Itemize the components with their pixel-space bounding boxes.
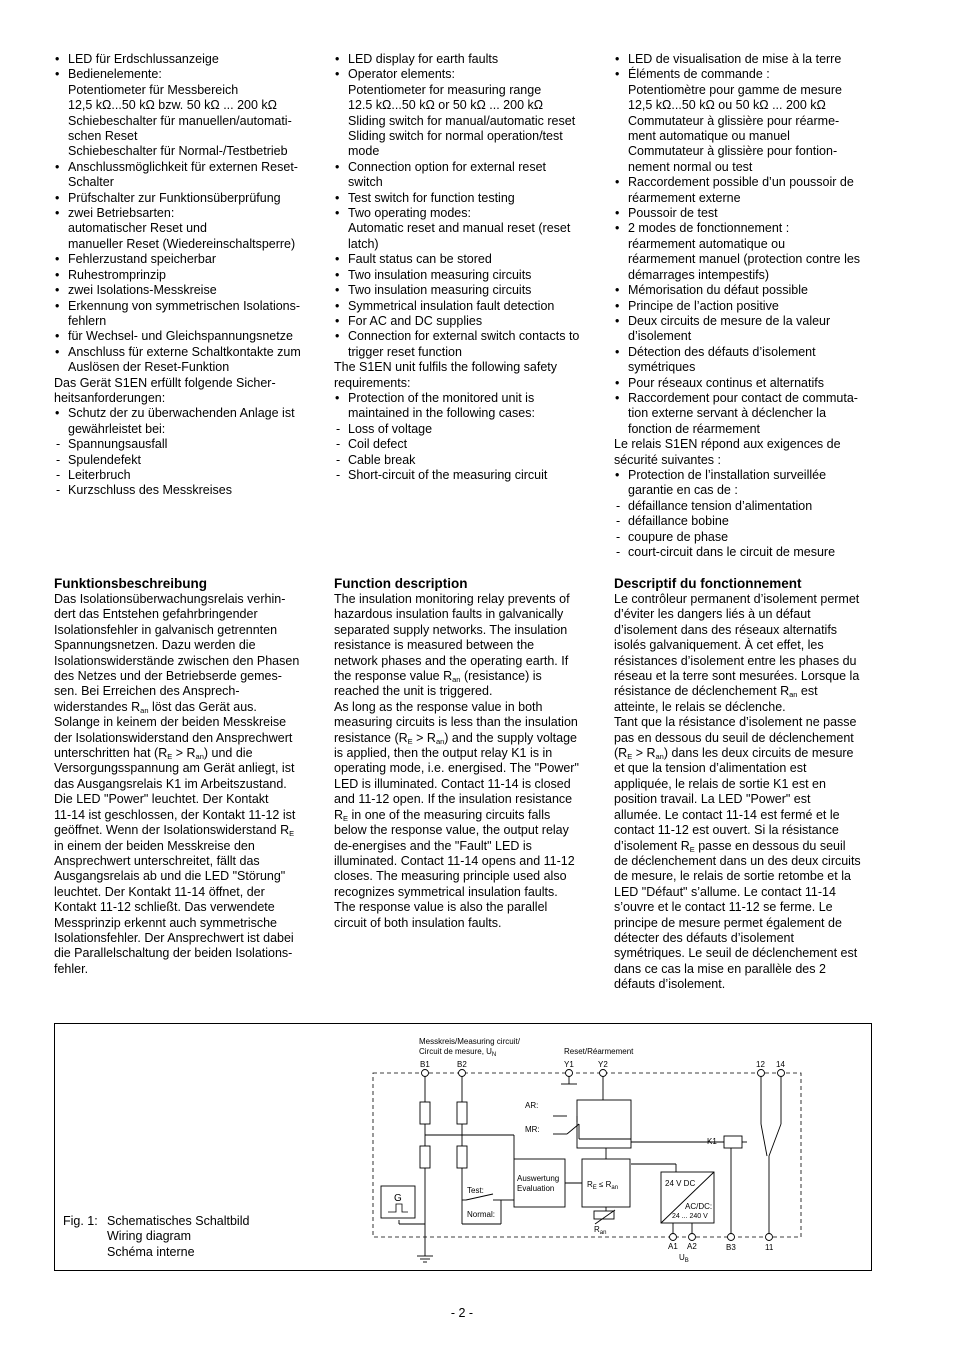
svg-text:Circuit de mesure, UN	[419, 1047, 496, 1058]
evaluation-label-1: Auswertung	[517, 1174, 560, 1183]
list-item-line: Sliding switch for normal operation/test	[348, 129, 563, 144]
terminal-y2-label: Y2	[598, 1060, 608, 1069]
list-item-line: • LED für Erdschlussanzeige	[68, 52, 219, 66]
terminal-a1-label: A1	[668, 1242, 678, 1251]
text-line: The S1EN unit fulfils the following safety	[334, 360, 558, 375]
list-item-line: • Éléments de commande :	[628, 67, 770, 82]
list-item-line: switch	[348, 175, 383, 190]
list-item-line: • Test switch for function testing	[348, 190, 515, 205]
safety-case-item: - Short-circuit of the measuring circuit	[334, 468, 596, 483]
evaluation-label-2: Evaluation	[517, 1184, 555, 1193]
list-item-line: • Erkennung von symmetrischen Isolations-	[68, 298, 301, 313]
list-item	[334, 283, 596, 298]
french-feature-list	[614, 52, 876, 437]
list-item	[614, 345, 876, 376]
english-safety-items	[334, 422, 596, 484]
safety-case-item: - court-circuit dans le circuit de mesure	[614, 545, 876, 560]
list-item	[614, 391, 876, 437]
german-feature-list	[54, 52, 316, 376]
list-item-line: fonction de réarmement	[628, 421, 761, 436]
list-item-line: 12.5 kΩ...50 kΩ or 50 kΩ ... 200 kΩ	[348, 98, 544, 113]
list-item-line: • Pour réseaux continus et alternatifs	[628, 375, 824, 390]
terminal-b1-label: B1	[420, 1060, 430, 1069]
list-item-line: Sliding switch for manual/automatic reset	[348, 113, 576, 128]
english-feature-list	[334, 52, 596, 360]
list-item-line: trigger reset function	[348, 344, 462, 359]
safety-case-item: - Spulendefekt	[54, 453, 316, 468]
list-item-line: • LED display for earth faults	[348, 52, 499, 66]
safety-case-item: - coupure de phase	[614, 530, 876, 545]
list-item-line: fehlern	[68, 313, 107, 328]
list-item-line: • Connection for external switch contacts to	[348, 329, 580, 344]
text-line: sécurité suivantes :	[614, 452, 721, 467]
list-item-line: Commutateur à glissière pour fontion-	[628, 144, 838, 159]
list-item-line: Automatic reset and manual reset (reset	[348, 221, 571, 236]
k1-label: K1	[707, 1137, 717, 1146]
text-line: maintained in the following cases:	[348, 406, 535, 421]
list-item	[614, 299, 876, 314]
text-line: • Protection of the monitored unit is	[348, 390, 535, 405]
list-item	[614, 221, 876, 283]
text-line: Le relais S1EN répond aux exigences de	[614, 437, 841, 452]
wiring-diagram	[55, 1024, 871, 1270]
safety-case-item: - Kurzschluss des Messkreises	[54, 483, 316, 498]
list-item-line: automatischer Reset und	[68, 221, 207, 236]
german-function-title: Funktionsbeschreibung	[54, 576, 208, 591]
list-item-line: Potentiomètre pour gamme de mesure	[628, 82, 842, 97]
text-line: • Protection de l’installation surveillée	[628, 467, 827, 482]
list-item-line: • Deux circuits de mesure de la valeur	[628, 313, 831, 328]
list-item-line: • Two insulation measuring circuits	[348, 267, 532, 282]
safety-case-item: - défaillance tension d’alimentation	[614, 499, 876, 514]
list-item-line: • Fehlerzustand speicherbar	[68, 252, 216, 267]
list-item-line: • Fault status can be stored	[348, 252, 492, 267]
list-item	[334, 191, 596, 206]
figure-caption-en: Wiring diagram	[107, 1229, 192, 1244]
list-item	[54, 268, 316, 283]
terminal-y1-label: Y1	[564, 1060, 574, 1069]
english-feature-column	[334, 52, 596, 483]
list-item-line: • Symmetrical insulation fault detection	[348, 298, 555, 313]
test-label: Test:	[467, 1186, 484, 1195]
list-item-line: • Anschlussmöglichkeit für externen Reset-	[68, 159, 298, 174]
list-item-line: ment automatique ou manuel	[628, 129, 790, 144]
list-item	[54, 329, 316, 344]
list-item-line: • For AC and DC supplies	[348, 313, 483, 328]
list-item	[334, 314, 596, 329]
list-item	[54, 52, 316, 67]
safety-case-item: - Leiterbruch	[54, 468, 316, 483]
list-item	[54, 252, 316, 267]
list-item-line: démarrages intempestifs)	[628, 267, 770, 282]
french-function-section	[614, 576, 876, 993]
list-item	[334, 268, 596, 283]
mr-label: MR:	[525, 1125, 540, 1134]
french-function-text: Le contrôleur permanent d’isolement permet d’éviter les dangers liés à un défaut d’isolement dans des réseaux alternatifs isolés galvaniquement. À cet effet, les résistances d’isolement entre les phases du réseau et la terre sont mesurées. Lorsque la résistance de déclenchement $R_{an}$ est atteinte, le relais se déclenche. Tant que la résistance d’isolement ne passe pas en dessous du seuil de déclenchement $(R_E > R_{an})$ dans les deux circuits de mesure et que la tension d’alimentation est appliquée, le relais de sortie K1 est en position travail. La LED "Power" est allumée. Le contact 11-14 est fermé et le contact 11-12 est ouvert. Si la résistance d’isolement $R_E$ passe en dessous du seuil de déclenchement dans un des deux circuits de mesure, le relais de sortie retombe et la LED "Défaut" s’allume. Le contact 11-14 s’ouvre et le contact 11-12 se ferme. Le principe de mesure permet également de détecter des défauts d’isolement symétriques. Le seuil de déclenchement est dans ce cas la mise en parallèle des 2 défauts d’isolement.	[614, 592, 861, 992]
terminal-a2-label: A2	[687, 1242, 697, 1251]
list-item	[54, 345, 316, 376]
terminal-b2-label: B2	[457, 1060, 467, 1069]
french-safety-intro	[614, 437, 876, 468]
list-item-line: manueller Reset (Wiedereinschaltsperre)	[68, 236, 296, 251]
german-feature-column	[54, 52, 316, 499]
comparator-label: R	[587, 1180, 593, 1189]
list-item-line: Commutateur à glissière pour réarme-	[628, 113, 840, 128]
list-item	[54, 67, 316, 159]
list-item-line: • Operator elements:	[348, 67, 455, 82]
supply-voltage-label: U	[679, 1253, 685, 1262]
safety-case-item: - Coil defect	[334, 437, 596, 452]
list-item-line: • Poussoir de test	[628, 206, 718, 221]
safety-case-item: - Spannungsausfall	[54, 437, 316, 452]
list-item-line: • Raccordement possible d’un poussoir de	[628, 175, 854, 190]
list-item-line: d’isolement	[628, 329, 692, 344]
list-item	[334, 160, 596, 191]
english-function-section	[334, 576, 596, 931]
list-item	[614, 175, 876, 206]
list-item	[614, 67, 876, 175]
list-item-line: 12,5 kΩ...50 kΩ ou 50 kΩ ... 200 kΩ	[628, 98, 826, 113]
list-item	[334, 299, 596, 314]
french-function-title: Descriptif du fonctionnement	[614, 576, 802, 591]
ar-label: AR:	[525, 1101, 539, 1110]
terminal-b3-label: B3	[726, 1243, 736, 1252]
list-item	[334, 329, 596, 360]
list-item-line: • für Wechsel- und Gleichspannungsnetze	[68, 329, 293, 344]
french-safety-items	[614, 499, 876, 561]
french-feature-column	[614, 52, 876, 560]
english-safety-bullet	[334, 391, 596, 422]
list-item-line: • zwei Betriebsarten:	[68, 206, 175, 221]
list-item-line: réarmement externe	[628, 190, 741, 205]
list-item	[334, 252, 596, 267]
figure-caption-de: Schematisches Schaltbild	[107, 1214, 250, 1228]
list-item-line: • Raccordement pour contact de commuta-	[628, 390, 858, 405]
figure-caption-label: Fig. 1:	[63, 1214, 98, 1228]
terminal-11-label: 11	[765, 1243, 774, 1252]
list-item-line: • Détection des défauts d’isolement	[628, 344, 816, 359]
housing-outline	[373, 1073, 801, 1237]
list-item-line: 12,5 kΩ...50 kΩ bzw. 50 kΩ ... 200 kΩ	[68, 98, 278, 113]
text-line: • Schutz der zu überwachenden Anlage ist	[68, 406, 295, 421]
safety-case-item: - Loss of voltage	[334, 422, 596, 437]
text-line: requirements:	[334, 375, 411, 390]
measuring-circuit-label: Messkreis/Measuring circuit/	[419, 1037, 520, 1046]
list-item-line: • Two operating modes:	[348, 206, 471, 221]
list-item-line: • Ruhestromprinzip	[68, 267, 166, 282]
psu-bot-label: 24 ... 240 V	[672, 1213, 708, 1220]
wiring-diagram-figure	[54, 1023, 872, 1271]
reset-label: Reset/Réarmement	[564, 1047, 634, 1056]
list-item-line: • 2 modes de fonctionnement :	[628, 221, 790, 236]
list-item	[334, 206, 596, 252]
psu-top-label: 24 V DC	[665, 1179, 696, 1188]
german-function-section	[54, 576, 316, 977]
list-item-line: • zwei Isolations-Messkreise	[68, 283, 217, 298]
text-line: heitsanforderungen:	[54, 390, 166, 405]
list-item-line: Schalter	[68, 175, 114, 190]
safety-case-item: - Cable break	[334, 453, 596, 468]
list-item-line: Auslösen der Reset-Funktion	[68, 360, 230, 375]
svg-text:RE ≤ Ran: $R_E \le R_{an}$	[587, 1180, 619, 1191]
german-safety-items	[54, 437, 316, 499]
terminal-12-label: 12	[756, 1060, 765, 1069]
list-item	[334, 67, 596, 159]
list-item	[614, 376, 876, 391]
german-safety-bullet	[54, 406, 316, 437]
measuring-circuit-label-2: Circuit de mesure, U	[419, 1047, 492, 1056]
list-item-line: • Prüfschalter zur Funktionsüberprüfung	[68, 190, 281, 205]
english-function-text: The insulation monitoring relay prevents of hazardous insulation faults in galvanically separated supply networks. The insulation resistance is measured between the network phases and the operating earth. If the response value $R_{an}$ (resistance) is reached the unit is triggered. As long as the response value in both measuring circuits is less than the insulation resistance $(R_E > R_{an})$ and the supply voltage is applied, then the output relay K1 is in operating mode, i.e. energised. The "Power" LED is illuminated. Contact 11-14 is closed and 11-12 open. If the insulation resistance $R_E$ in one of the measuring circuits falls below the response value, the output relay de-energises and the "Fault" LED is illuminated. Contact 11-14 opens and 11-12 closes. The measuring principle used also recognizes symmetrical insulation faults. The response value is also the parallel circuit of both insulation faults.	[334, 592, 579, 930]
list-item-line: Potentiometer für Messbereich	[68, 82, 239, 97]
figure-caption-fr: Schéma interne	[107, 1244, 195, 1259]
german-function-text: Das Isolationsüberwachungsrelais verhin- dert das Entstehen gefahrbringender Isolationsfehler in galvanisch getrennten Spannungsnetzen. Dazu werden die Isolationswiderstände zwischen den Phasen des Netzes und der Betriebserde gemes- sen. Bei Erreichen des Ansprech- widerstandes $R_{an}$ löst das Gerät aus. Solange in keinem der beiden Messkreise der Isolationswiderstand den Ansprechwert unterschritten hat $(R_E > R_{an})$ und die Versorgungsspannung am Gerät anliegt, ist das Ausgangsrelais K1 im Arbeitszustand. Die LED "Power" leuchtet. Der Kontakt 11-14 ist geschlossen, der Kontakt 11-12 ist geöffnet. Wenn der Isolationswiderstand $R_E$ in einem der beiden Messkreise den Ansprechwert unterschreitet, fällt das Ausgangsrelais ab und die LED "Störung" leuchtet. Der Kontakt 11-14 öffnet, der Kontakt 11-12 schließt. Das verwendete Messprinzip erkennt auch symmetrische Isolationsfehler. Der Ansprechwert ist dabei die Parallelschaltung der beiden Isolations- fehler.	[54, 592, 300, 976]
french-safety-bullet	[614, 468, 876, 499]
list-item-line: • Mémorisation du défaut possible	[628, 283, 808, 298]
list-item	[54, 283, 316, 298]
list-item-line: Schiebeschalter für Normal-/Testbetrieb	[68, 144, 288, 159]
german-safety-intro	[54, 376, 316, 407]
safety-case-item: - défaillance bobine	[614, 514, 876, 529]
list-item-line: • Bedienelemente:	[68, 67, 162, 82]
list-item-line: • Principe de l’action positive	[628, 298, 779, 313]
list-item	[614, 314, 876, 345]
list-item-line: • LED de visualisation de mise à la terre	[628, 52, 842, 66]
list-item	[334, 52, 596, 67]
list-item-line: • Anschluss für externe Schaltkontakte zum	[68, 344, 301, 359]
list-item	[54, 191, 316, 206]
list-item-line: Potentiometer for measuring range	[348, 82, 542, 97]
list-item	[54, 160, 316, 191]
list-item-line: mode	[348, 144, 380, 159]
terminal-14-label: 14	[776, 1060, 785, 1069]
list-item	[54, 299, 316, 330]
potentiometer-label: R	[594, 1225, 600, 1234]
list-item-line: schen Reset	[68, 129, 138, 144]
psu-mid-label: AC/DC:	[685, 1202, 713, 1211]
english-function-title: Function description	[334, 576, 468, 591]
english-safety-intro	[334, 360, 596, 391]
list-item-line: symétriques	[628, 360, 696, 375]
text-line: garantie en cas de :	[628, 483, 738, 498]
text-line: gewährleistet bei:	[68, 421, 166, 436]
list-item	[614, 52, 876, 67]
list-item-line: réarmement manuel (protection contre les	[628, 252, 861, 267]
text-line: Das Gerät S1EN erfüllt folgende Sicher-	[54, 375, 276, 390]
list-item	[54, 206, 316, 252]
list-item	[614, 206, 876, 221]
svg-text:UB: $U_B$	[679, 1253, 689, 1264]
measuring-circuit-label-sub: N	[491, 1052, 497, 1058]
list-item-line: • Two insulation measuring circuits	[348, 283, 532, 298]
list-item-line: réarmement automatique ou	[628, 236, 786, 251]
generator-label: G	[394, 1193, 402, 1204]
normal-label: Normal:	[467, 1210, 496, 1219]
svg-text:Ran: $R_{an}$	[594, 1225, 607, 1236]
list-item	[614, 283, 876, 298]
list-item-line: nement normal ou test	[628, 159, 753, 174]
list-item-line: Schiebeschalter für manuellen/automati-	[68, 113, 292, 128]
list-item-line: latch)	[348, 236, 379, 251]
list-item-line: tion externe servant à déclencher la	[628, 406, 827, 421]
page-number: - 2 -	[450, 1306, 474, 1320]
list-item-line: • Connection option for external reset	[348, 159, 547, 174]
